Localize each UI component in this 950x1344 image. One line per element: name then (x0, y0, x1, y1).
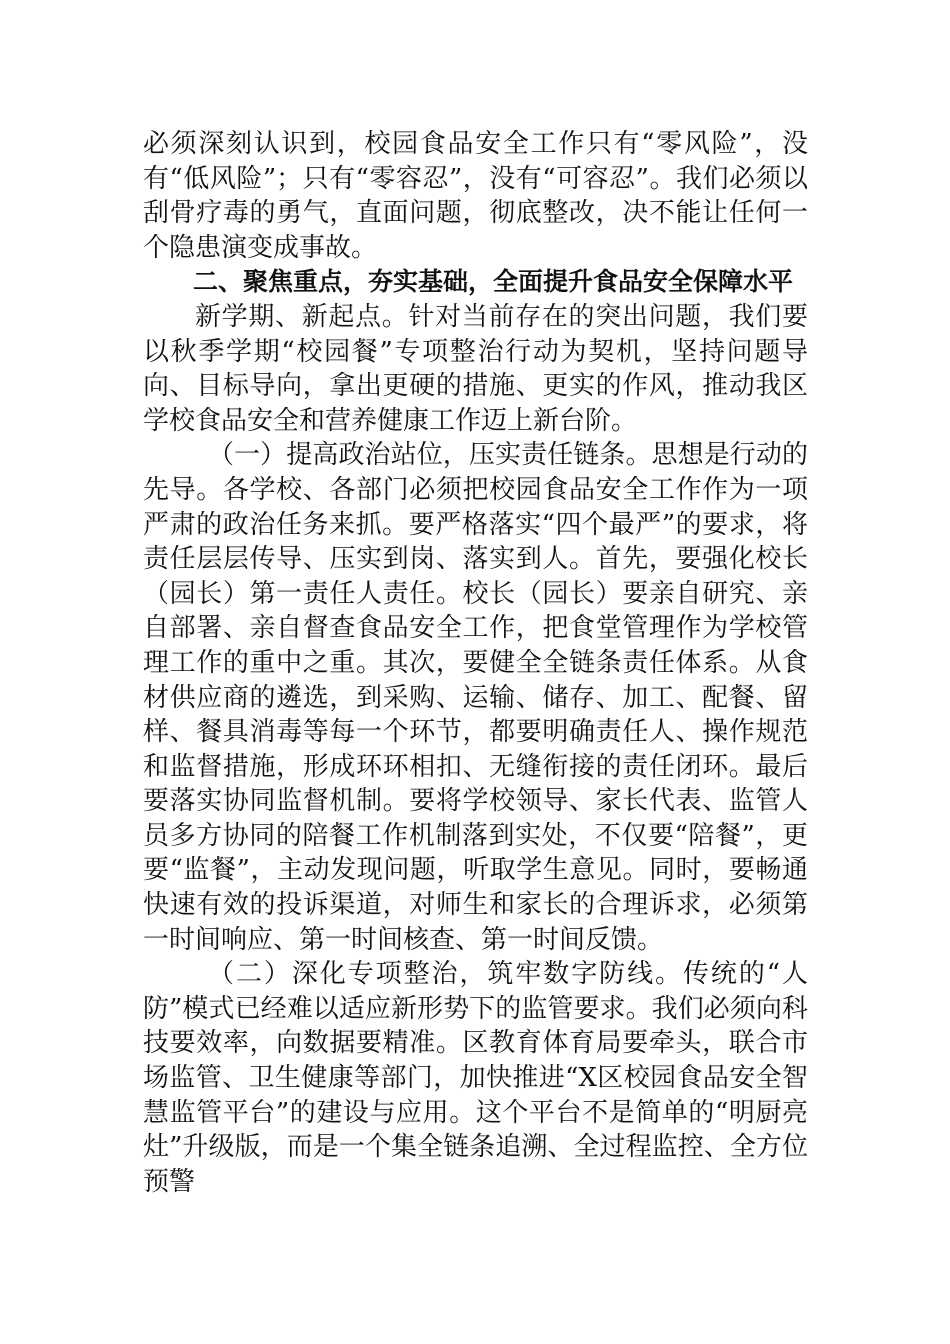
document-body (143, 127, 808, 1199)
paragraph-intro: 新学期、新起点。针对当前存在的突出问题，我们要以秋季学期“校园餐”专项整治行动为契机，坚持问题导向、目标导向，拿出更硬的措施、更实的作风，推动我区学校食品安全和营养健康工作迈上新台阶。 (143, 301, 808, 436)
paragraph-continued: 必须深刻认识到，校园食品安全工作只有“零风险”，没有“低风险”；只有“零容忍”，没有“可容忍”。我们必须以刮骨疗毒的勇气，直面问题，彻底整改，决不能让任何一个隐患演变成事故。 (143, 129, 808, 263)
section-heading: 二、聚焦重点，夯实基础，全面提升食品安全保障水平 (193, 267, 794, 297)
paragraph-subsection-1: （一）提高政治站位，压实责任链条。思想是行动的先导。各学校、各部门必须把校园食品安全工作作为一项严肃的政治任务来抓。要严格落实“四个最严”的要求，将责任层层传导、压实到岗、落实到人。首先，要强化校长（园长）第一责任人责任。校长（园长）要亲自研究、亲自部署、亲自督查食品安全工作，把食堂管理作为学校管理工作的重中之重。其次，要健全全链条责任体系。从食材供应商的遴选，到采购、运输、储存、加工、配餐、留样、餐具消毒等每一个环节，都要明确责任人、操作规范和监督措施，形成环环相扣、无缝衔接的责任闭环。最后要落实协同监督机制。要将学校领导、家长代表、监管人员多方协同的陪餐工作机制落到实处，不仅要“陪餐”，更要“监餐”，主动发现问题，听取学生意见。同时，要畅通快速有效的投诉渠道，对师生和家长的合理诉求，必须第一时间响应、第一时间核查、第一时间反馈。 (143, 440, 808, 955)
paragraph-subsection-2: （二）深化专项整治，筑牢数字防线。传统的“人防”模式已经难以适应新形势下的监管要求。我们必须向科技要效率，向数据要精准。区教育体育局要牵头，联合市场监管、卫生健康等部门，加快推进“X区校园食品安全智慧监管平台”的建设与应用。这个平台不是简单的“明厨亮灶”升级版，而是一个集全链条追溯、全过程监控、全方位预警 (143, 959, 808, 1197)
